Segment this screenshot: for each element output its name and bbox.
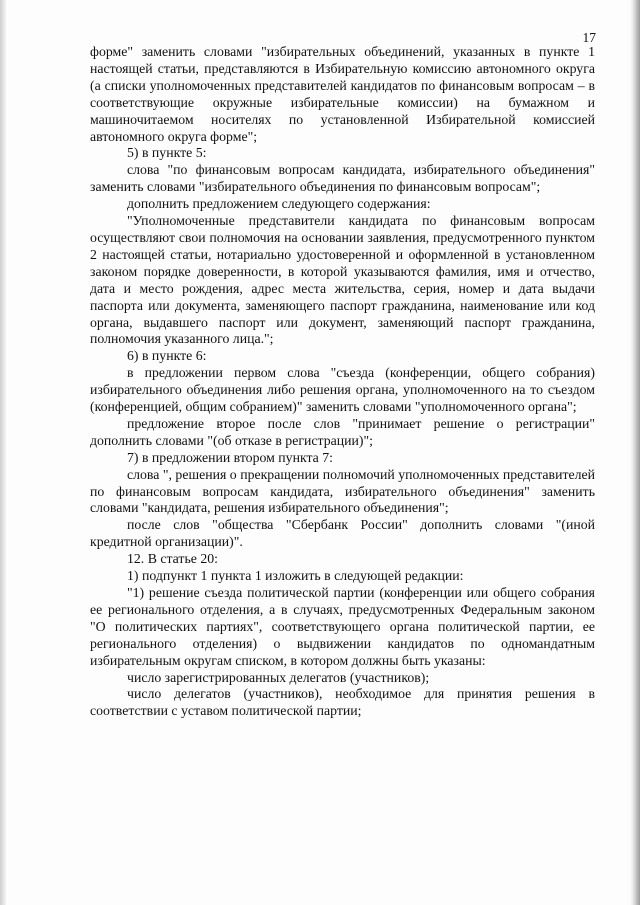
paragraph: 7) в предложении втором пункта 7: <box>127 449 333 465</box>
paragraph: 6) в пункте 6: <box>127 348 207 364</box>
paragraph: 12. В статье 20: <box>127 551 218 567</box>
paragraph: число зарегистрированных делегатов (участников); <box>127 669 430 685</box>
page-number: 17 <box>582 30 596 45</box>
paragraph: число делегатов (участников), необходимое для принятия решения в соответствии с уставом политической партии; <box>90 686 595 719</box>
document-body <box>90 44 595 720</box>
paragraph: "Уполномоченные представители кандидата по финансовым вопросам осуществляют свои полномочия на основании заявления, предусмотренного пунктом 2 настоящей статьи, нотариально удостоверенной и оформленной в установленном законом порядке доверенности, в которой указываются фамилия, имя и отчество, дата и место рождения, адрес места жительства, серия, номер и дата выдачи паспорта или документа, заменяющего паспорт гражданина, наименование или код органа, выдавшего паспорт или документ, заменяющий паспорт гражданина, полномочия указанного лица."; <box>90 213 595 347</box>
paragraph: предложение второе после слов "принимает решение о регистрации" дополнить словами "(об отказе в регистрации)"; <box>90 415 595 448</box>
scan-edge-left <box>0 0 6 905</box>
paragraph: после слов "общества "Сбербанк России" дополнить словами "(иной кредитной организации)". <box>90 517 595 550</box>
paragraph: дополнить предложением следующего содержания: <box>127 196 431 212</box>
paragraph: форме" заменить словами "избирательных объединений, указанных в пункте 1 настоящей статьи, представляются в Избирательную комиссию автономного округа (а списки уполномоченных представителей кандидатов по финансовым вопросам – в соответствующие окружные избирательные комиссии) на бумажном и машиночитаемом носителях по установленной Избирательной комиссией автономного округа форме"; <box>90 44 595 144</box>
scan-edge-right <box>630 0 640 905</box>
paragraph: слова ", решения о прекращении полномочий уполномоченных представителей по финансовым вопросам кандидата, избирательного объединения" заменить словами "кандидата, решения избирательного объединения"; <box>90 466 595 516</box>
paragraph: слова "по финансовым вопросам кандидата, избирательного объединения" заменить словами "избирательного объединения по финансовым вопросам"; <box>90 162 595 195</box>
paragraph: "1) решение съезда политической партии (конференции или общего собрания ее регионального отделения, а в случаях, предусмотренных Федеральным законом "О политических партиях", соответствующего органа политической партии, ее регионального отделения) о выдвижении кандидатов по одномандатным избирательным округам списком, в котором должны быть указаны: <box>90 585 595 668</box>
paragraph: 1) подпункт 1 пункта 1 изложить в следующей редакции: <box>127 568 464 584</box>
paragraph: в предложении первом слова "съезда (конференции, общего собрания) избирательного объединения либо решения органа, уполномоченного на то съездом (конференцией, общим собранием)" заменить словами "уполномоченного органа"; <box>90 365 595 415</box>
paragraph: 5) в пункте 5: <box>127 145 207 161</box>
